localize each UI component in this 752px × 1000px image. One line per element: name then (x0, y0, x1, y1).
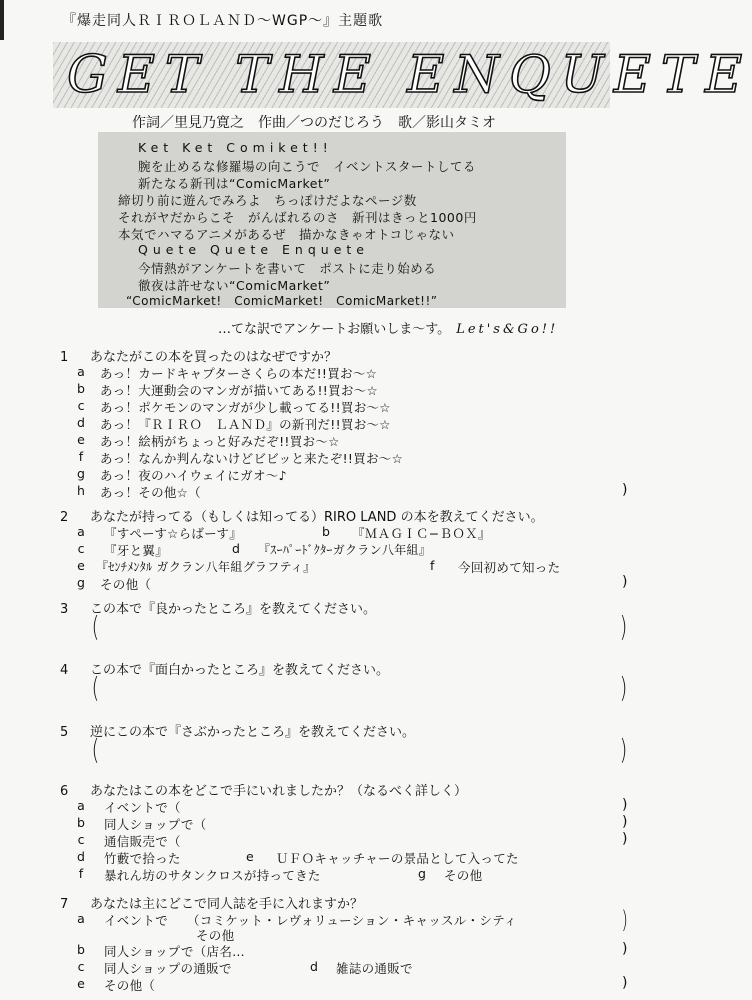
question-7 (60, 893, 363, 912)
question-number: 6 (60, 784, 69, 799)
lyric-line: 締切り前に遊んでみろよ ちっぽけだよなページ数 (118, 193, 417, 208)
option-letter: c (77, 541, 85, 556)
q7-option-a-choice[interactable]: （コミケット・レヴォリューション・キャッスル・シティ (187, 913, 517, 928)
lyric-line: Quete Quete Enquete (138, 242, 369, 257)
question-number: 1 (60, 350, 69, 365)
option-letter: c (77, 832, 85, 847)
q7-option-a[interactable]: イベントで (104, 913, 169, 928)
page-header: 『爆走同人ＲＩＲＯＬＡＮＤ〜WGP〜』主題歌 (62, 13, 384, 29)
page-title: GET THE ENQUETE (67, 46, 752, 105)
option-letter: e (77, 976, 85, 991)
title-banner (53, 42, 752, 108)
lyric-line: 新たなる新刊は“ComicMarket” (138, 176, 331, 191)
option-letter: b (77, 815, 85, 830)
option-letter: f (430, 558, 435, 573)
answer-open-paren: ( (91, 671, 100, 704)
lyric-line: 今情熱がアンケートを書いて ポストに走り始める (138, 261, 437, 276)
option-letter: f (78, 866, 84, 881)
option-letter: e (77, 558, 85, 573)
close-paren: ) (622, 831, 628, 847)
option-letter: g (418, 866, 427, 881)
q1-option-g[interactable]: あっ！夜のハイウェイにガオ〜♪ (100, 468, 287, 483)
lyrics-box (98, 132, 566, 308)
answer-close-paren: ) (619, 610, 628, 643)
option-letter: d (310, 959, 319, 974)
question-number: 2 (60, 510, 69, 525)
question-6 (60, 780, 467, 799)
q1-option-e[interactable]: あっ！絵柄がちょっと好みだぞ!!買お〜☆ (100, 434, 340, 449)
q6-option-e[interactable]: ＵＦＯキャッチャーの景品として入ってた (276, 851, 519, 866)
q2-option-f[interactable]: 今回初めて知った (458, 560, 561, 575)
answer-open-paren: ( (91, 610, 100, 643)
page-edge-mark (0, 0, 4, 40)
q5-answer-field[interactable] (110, 737, 615, 771)
close-paren: ) (622, 975, 628, 991)
q7-option-a-other[interactable]: その他 (196, 928, 235, 943)
lyric-line: “ComicMarket! ComicMarket! ComicMarket!!” (126, 294, 438, 308)
question-text: あなたは主にどこで同人誌を手に入れますか？ (90, 897, 364, 912)
lyric-line: それがヤだからこそ がんばれるのさ 新刊はきっと1000円 (118, 210, 477, 225)
option-letter: a (77, 364, 85, 379)
question-number: 7 (60, 897, 69, 912)
q2-option-b[interactable]: 『ＭＡＧＩＣ−ＢＯＸ』 (352, 526, 491, 541)
q1-option-f[interactable]: あっ！なんか判んないけどビビッと来たぞ!!買お〜☆ (100, 451, 404, 466)
q7-option-d[interactable]: 雑誌の通販で (336, 961, 413, 976)
q6-option-a[interactable]: イベントで（ (104, 800, 181, 815)
answer-open-paren: ( (91, 733, 100, 766)
q1-option-h[interactable]: あっ！その他☆（ (100, 485, 201, 500)
q1-option-b[interactable]: あっ！大運動会のマンガが描いてある!!買お〜☆ (100, 383, 379, 398)
q6-option-f[interactable]: 暴れん坊のサタンクロスが持ってきた (104, 868, 321, 883)
q7-option-b[interactable]: 同人ショップで（店名… (104, 944, 245, 959)
q6-option-g[interactable]: その他 (444, 868, 483, 883)
option-letter: f (78, 449, 84, 464)
question-number: 4 (60, 663, 69, 678)
question-text: あなたがこの本を買ったのはなぜですか？ (90, 350, 338, 365)
close-paren: ) (622, 941, 628, 957)
option-letter: a (77, 524, 85, 539)
q2-option-c[interactable]: 『牙と翼』 (104, 543, 169, 558)
q6-option-b[interactable]: 同人ショップで（ (104, 817, 207, 832)
answer-close-paren: ) (619, 733, 628, 766)
option-letter: c (77, 398, 85, 413)
intro-line (218, 318, 558, 337)
option-letter: g (77, 466, 85, 481)
q2-option-g[interactable]: その他（ (100, 577, 152, 592)
q2-option-a[interactable]: 『すぺーす☆らばーす』 (104, 526, 243, 541)
q1-option-c[interactable]: あっ！ポケモンのマンガが少し載ってる!!買お〜☆ (100, 400, 391, 415)
answer-close-paren: ) (619, 671, 628, 704)
question-text: あなたが持ってる（もしくは知ってる）RIRO LAND の本を教えてください。 (90, 510, 544, 525)
option-letter: d (77, 415, 85, 430)
option-letter: b (77, 942, 85, 957)
question-1 (60, 346, 337, 365)
question-2 (60, 506, 544, 525)
close-paren: ) (622, 482, 628, 498)
lyric-line: 徹夜は許せない“ComicMarket” (138, 278, 331, 293)
question-number: 3 (60, 602, 69, 617)
q3-answer-field[interactable] (110, 614, 615, 648)
q6-option-d[interactable]: 竹藪で拾った (104, 851, 181, 866)
question-text: あなたはこの本をどこで手にいれましたか？（なるべく詳しく） (90, 784, 468, 799)
lyric-line: Ket Ket Comiket!! (138, 140, 333, 155)
option-letter: e (246, 849, 254, 864)
q4-answer-field[interactable] (110, 675, 615, 709)
lyric-line: 本気でハマるアニメがあるぜ 描かなきゃオトコじゃない (118, 227, 455, 242)
q2-option-d[interactable]: 『ｽｰﾊﾟｰﾄﾞｸﾀｰガクラン八年組』 (258, 543, 432, 557)
close-paren: ) (622, 797, 628, 813)
option-letter: a (77, 798, 85, 813)
q1-option-d[interactable]: あっ！『ＲＩＲＯ ＬＡＮＤ』の新刊だ!!買お〜☆ (100, 417, 391, 432)
credits-line: 作詞／里見乃寛之 作曲／つのだじろう 歌／影山タミオ (132, 115, 496, 131)
option-letter: b (322, 524, 331, 539)
close-paren: ) (622, 574, 628, 590)
intro-text: …てな訳でアンケートお願いしま〜す。 (218, 322, 451, 337)
q7-option-e[interactable]: その他（ (104, 978, 156, 993)
option-letter: g (77, 575, 85, 590)
q1-option-a[interactable]: あっ！カードキャプターさくらの本だ!!買お〜☆ (100, 366, 378, 381)
question-number: 5 (60, 725, 69, 740)
option-letter: d (77, 849, 85, 864)
question-text: この本で『面白かったところ』を教えてください。 (90, 663, 390, 678)
question-text: 逆にこの本で『さぶかったところ』を教えてください。 (90, 725, 416, 740)
close-paren: ) (621, 906, 628, 934)
option-letter: c (77, 959, 85, 974)
q7-option-c[interactable]: 同人ショップの通販で (104, 961, 232, 976)
option-letter: b (77, 381, 85, 396)
lyric-line: 腕を止めるな修羅場の向こうで イベントスタートしてる (138, 159, 476, 174)
close-paren: ) (622, 814, 628, 830)
intro-tag: Let's&Go!! (456, 322, 559, 337)
question-text: この本で『良かったところ』を教えてください。 (90, 602, 377, 617)
option-letter: h (77, 483, 85, 498)
option-letter: a (77, 911, 85, 926)
option-letter: e (77, 432, 85, 447)
option-letter: d (232, 541, 241, 556)
q2-option-e[interactable]: 『ｾﾝﾁﾒﾝﾀﾙ ガクラン八年組グラフティ』 (96, 560, 316, 574)
q6-option-c[interactable]: 通信販売で（ (104, 834, 181, 849)
